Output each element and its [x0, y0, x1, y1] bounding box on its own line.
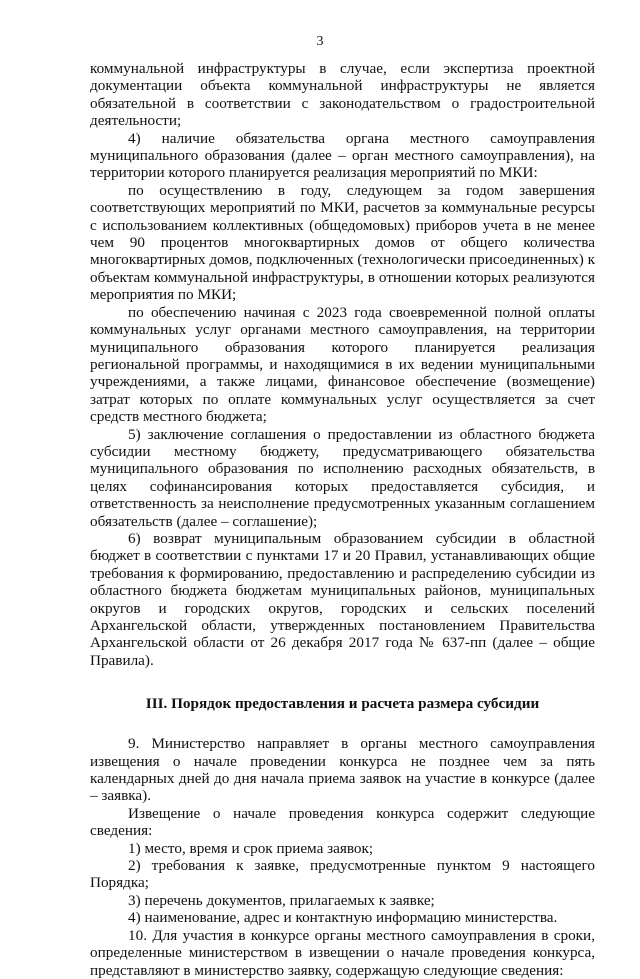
- paragraph-item-4: 4) наличие обязательства органа местного самоуправления муниципального образования (далее – орган местного самоуправления), на территории которого планируется реализация мероприятий по МКИ:: [90, 129, 595, 182]
- list-item-3: 3) перечень документов, прилагаемых к заявке;: [128, 891, 435, 909]
- list-item-1: 1) место, время и срок приема заявок;: [128, 839, 374, 857]
- paragraph-payment-obligation: по обеспечению начиная с 2023 года своевременной полной оплаты коммунальных услуг органами местного самоуправления, на территории муниципального образования которого планируется реализация региональной программы, и находящимися в их ведении муниципальными учреждениями, а также лицами, финансовое обеспечение (возмещение) затрат которых по оплате коммунальных услуг осуществляется за счет средств местного бюджета;: [90, 303, 595, 426]
- paragraph-metering-obligation: по осуществлению в году, следующем за годом завершения соответствующих мероприятий по МКИ, расчетов за коммунальные ресурсы с использованием коллективных (общедомовых) приборов учета в не менее чем 90 процентов многоквартирных домов от общего количества многоквартирных домов, подключенных (технологически присоединенных) к объектам коммунальной инфраструктуры, в отношении которых реализуются мероприятия по МКИ;: [90, 181, 595, 304]
- document-body: [90, 60, 595, 979]
- paragraph-item-5: 5) заключение соглашения о предоставлении из областного бюджета субсидии местному бюджету, предусматривающего обязательства муниципального образования по исполнению расходных обязательств, в целях софинансирования которых предоставляется субсидия, и ответственность за неисполнение предусмотренных указанным соглашением обязательств (далее – соглашение);: [90, 425, 595, 530]
- paragraph-notice-intro: Извещение о начале проведения конкурса содержит следующие сведения:: [90, 804, 595, 840]
- paragraph-clause-10: 10. Для участия в конкурсе органы местного самоуправления в сроки, определенные министерством в извещении о начале проведения конкурса, представляют в министерство заявку, содержащую следующие сведения:: [90, 926, 595, 979]
- section-heading: III. Порядок предоставления и расчета размера субсидии: [145, 695, 540, 713]
- page-number: 3: [316, 34, 324, 49]
- paragraph-item-6: 6) возврат муниципальным образованием субсидии в областной бюджет в соответствии с пунктами 17 и 20 Правил, устанавливающих общие требования к формированию, предоставлению и распределению субсидии из областного бюджета бюджетам муниципальных районов, муниципальных округов и городских округов, городских и сельских поселений Архангельской области, утвержденных постановлением Правительства Архангельской области от 26 декабря 2017 года № 637-пп (далее – общие Правила).: [90, 529, 595, 669]
- list-item-2: 2) требования к заявке, предусмотренные пунктом 9 настоящего Порядка;: [90, 857, 595, 892]
- paragraph-clause-9: 9. Министерство направляет в органы местного самоуправления извещения о начале проведении конкурса не позднее чем за пять календарных дней до дня начала приема заявок на участие в конкурсе (далее – заявка).: [90, 735, 595, 805]
- paragraph-continuation: коммунальной инфраструктуры в случае, если экспертиза проектной документации объекта коммунальной инфраструктуры не является обязательной в соответствии с законодательством о градостроительной деятельности;: [90, 60, 595, 130]
- list-item-4: 4) наименование, адрес и контактную информацию министерства.: [128, 909, 558, 927]
